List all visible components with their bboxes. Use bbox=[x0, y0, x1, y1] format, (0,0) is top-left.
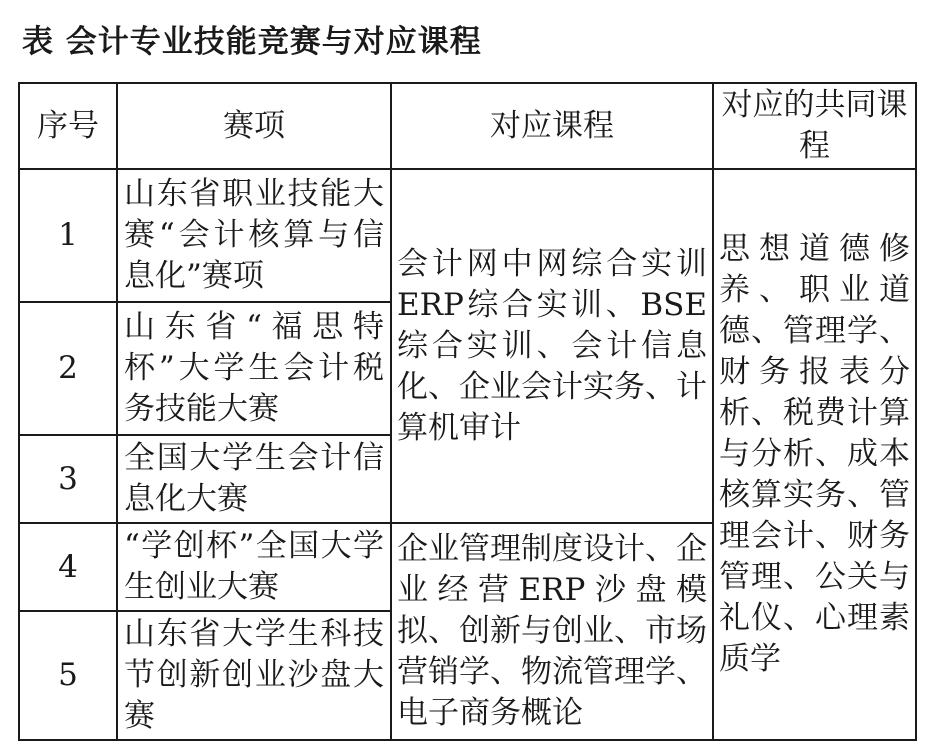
header-index: 序号 bbox=[19, 83, 117, 169]
row-index: 5 bbox=[19, 611, 117, 740]
header-row bbox=[19, 83, 916, 169]
course-group-1: 会计网中网综合实训ERP综合实训、BSE综合实训、会计信息化、企业会计实务、计算机审计 bbox=[391, 169, 713, 523]
table-row bbox=[19, 169, 916, 302]
common-courses: 思想道德修养、职业道德、管理学、财务报表分析、税费计算与分析、成本核算实务、管理会计、财务管理、公关与礼仪、心理素质学 bbox=[713, 169, 916, 740]
row-index: 3 bbox=[19, 435, 117, 523]
row-event: 全国大学生会计信息化大赛 bbox=[117, 435, 391, 523]
row-index: 1 bbox=[19, 169, 117, 302]
row-event: “学创杯”全国大学生创业大赛 bbox=[117, 523, 391, 611]
row-event: 山东省职业技能大赛“会计核算与信息化”赛项 bbox=[117, 169, 391, 302]
row-event: 山东省大学生科技节创新创业沙盘大赛 bbox=[117, 611, 391, 740]
table-caption: 表 会计专业技能竞赛与对应课程 bbox=[22, 24, 482, 60]
row-index: 2 bbox=[19, 302, 117, 435]
row-event: 山东省“福思特杯”大学生会计税务技能大赛 bbox=[117, 302, 391, 435]
header-event: 赛项 bbox=[117, 83, 391, 169]
competition-course-table bbox=[18, 82, 917, 741]
course-group-2: 企业管理制度设计、企业经营ERP沙盘模拟、创新与创业、市场营销学、物流管理学、电子商务概论 bbox=[391, 523, 713, 740]
header-common: 对应的共同课程 bbox=[713, 83, 916, 169]
header-course: 对应课程 bbox=[391, 83, 713, 169]
row-index: 4 bbox=[19, 523, 117, 611]
